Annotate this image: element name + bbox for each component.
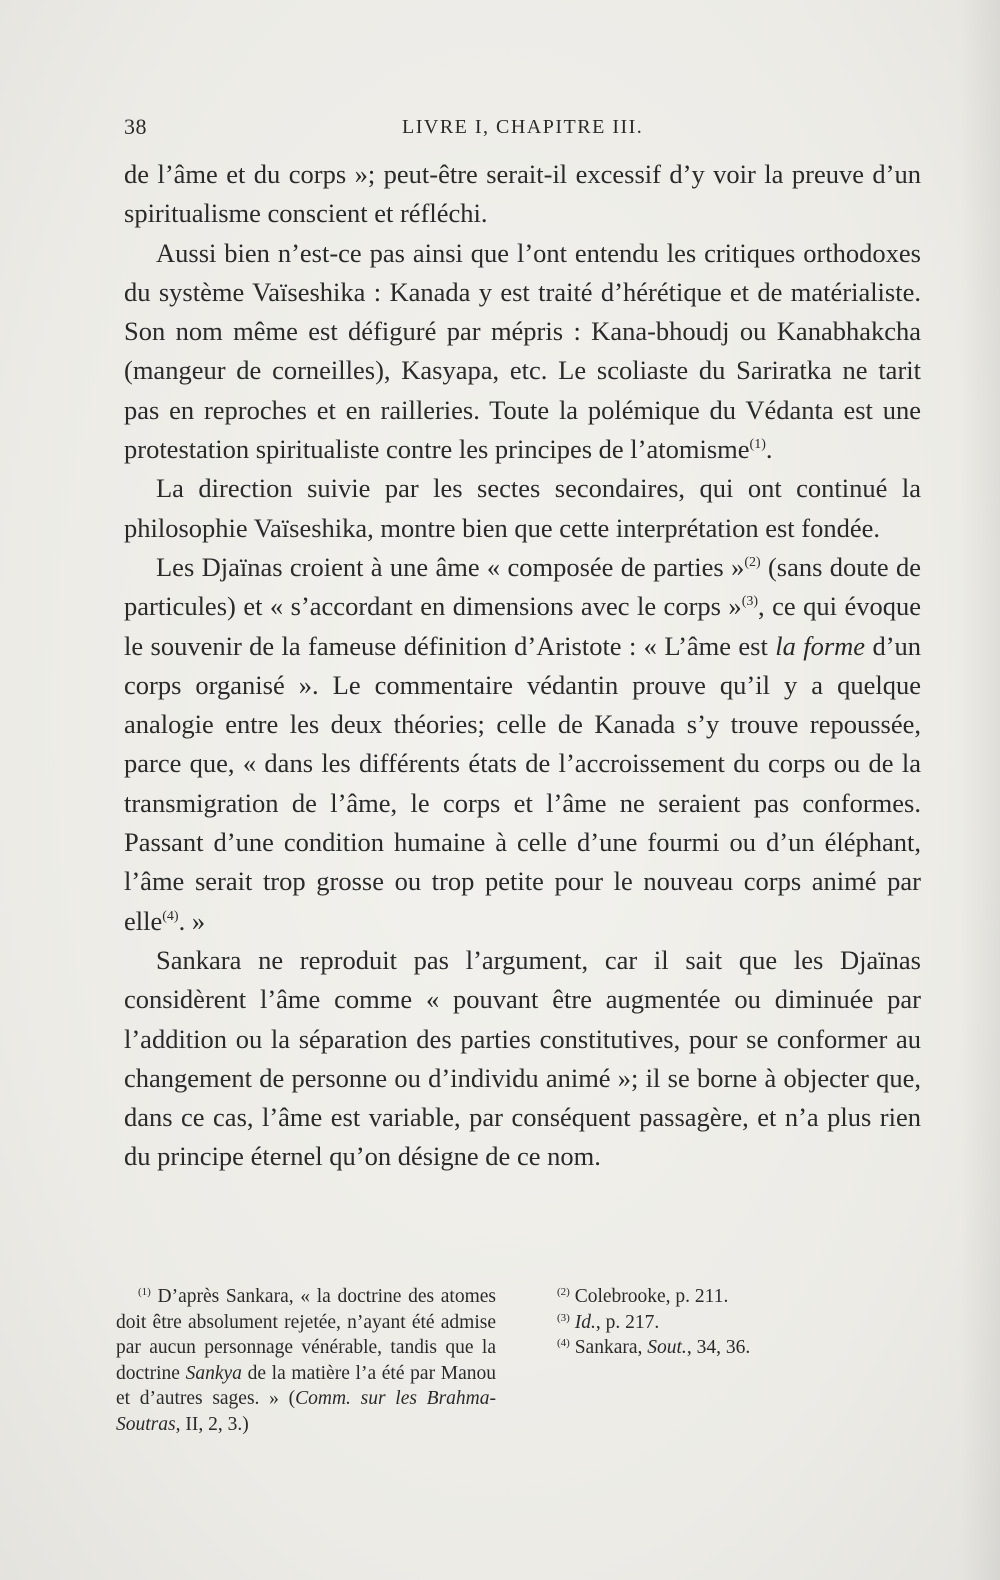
paragraph-2-end: . xyxy=(765,434,773,465)
paragraph-4-part-d: d’un corps organisé ». Le commentaire védantin prouve qu’il y a quelque analogie entre les deux théories; celle de Kanada s’y trouve repoussée, parce que, « dans les différents états de l’accroissement du corps ou de la transmigration de l’âme, le corps et l’âme ne seraient pas conformes. Passant d’une condition humaine à celle d’une fourmi ou d’un éléphant, l’âme serait trop grosse ou trop petite pour le nouveau corps animé par elle xyxy=(124,630,922,936)
paragraph-4 xyxy=(124,548,921,941)
footnote-2 xyxy=(535,1284,921,1310)
footnote-4-marker: (4) xyxy=(557,1337,570,1349)
paragraph-1: de l’âme et du corps »; peut-être serait-il excessif d’y voir la preuve d’un spiritualisme conscient et réfléchi. xyxy=(124,159,921,229)
paragraph-4-part-c: , ce qui évoque le souvenir de la fameuse définition d’Aristote : « L’âme est xyxy=(124,591,921,661)
paragraph-2-text: Aussi bien n’est-ce pas ainsi que l’ont entendu les critiques orthodoxes du système Vaïseshika : Kanada y est traité d’hérétique et de matérialiste. Son nom même est défiguré par mépris : Kana-bhoudj ou Kanabhakcha (mangeur de corneilles), Kasyapa, etc. Le scoliaste du Sariratka ne tarit pas en reproches et en railleries. Toute la polémique du Védanta est une protestation spiritualiste contre les principes de l’atomisme xyxy=(124,237,921,465)
footnote-1 xyxy=(116,1284,496,1437)
footnote-ref-2[interactable]: (2) xyxy=(744,554,761,570)
footnote-ref-4[interactable]: (4) xyxy=(162,908,179,924)
footnote-4 xyxy=(535,1335,921,1361)
paragraph-5: Sankara ne reproduit pas l’argument, car il sait que les Djaïnas considèrent l’âme comme « pouvant être augmentée ou diminuée par l’addition ou la séparation des parties constitutives, pour se conformer au changement de personne ou d’individu animé »; il se borne à objecter que, dans ce cas, l’âme est variable, par conséquent passagère, et n’a plus rien du principe éternel qu’on désigne de ce nom. xyxy=(124,944,921,1172)
footnote-4-text-b: , 34, 36. xyxy=(686,1337,751,1358)
footnote-4-text-a: Sankara, xyxy=(569,1337,648,1358)
page-number: 38 xyxy=(124,114,147,139)
footnote-2-text: Colebrooke, p. 211. xyxy=(569,1286,729,1307)
footnote-1-text-c: , II, 2, 3.) xyxy=(175,1413,249,1435)
footnote-ref-3[interactable]: (3) xyxy=(741,594,759,610)
footnote-ref-1[interactable]: (1) xyxy=(749,437,766,453)
footnote-3-marker: (3) xyxy=(557,1311,570,1324)
paragraph-4-part-a: Les Djaïnas croient à une âme « composée de parties » xyxy=(156,551,745,582)
footnotes-left-column xyxy=(116,1284,496,1437)
paragraph-4-emphasis: la forme xyxy=(775,630,866,661)
chapter-title: LIVRE I, CHAPITRE III. xyxy=(402,116,644,138)
paragraph-4-part-b: (sans doute de particules) et « s’accordant en dimensions avec le corps » xyxy=(124,551,921,622)
footnote-1-citation: Comm. sur les Brahma-Soutras xyxy=(116,1388,496,1435)
footnotes-right-column xyxy=(535,1284,921,1361)
running-head xyxy=(124,114,921,144)
body-text xyxy=(124,155,921,1177)
footnote-3-emphasis: Id. xyxy=(569,1311,596,1333)
footnotes xyxy=(116,1284,921,1434)
page-edge-shadow xyxy=(960,0,1000,1580)
footnote-3 xyxy=(535,1310,921,1336)
footnote-3-text: , p. 217. xyxy=(595,1311,660,1333)
footnote-1-text-a: D’après Sankara, « la doctrine des atomes doit être absolument rejetée, n’ayant été admise par aucun personnage vénérable, tandis que la doctrine xyxy=(116,1286,496,1384)
paragraph-4-part-e: . » xyxy=(178,905,206,936)
footnote-4-emphasis: Sout. xyxy=(647,1337,687,1358)
footnote-1-text-b: de la matière l’a été par Manou et d’autres sages. » ( xyxy=(116,1362,496,1409)
paragraph-2 xyxy=(124,234,921,470)
footnote-2-marker: (2) xyxy=(557,1286,570,1298)
footnote-1-marker: (1) xyxy=(138,1286,151,1298)
footnote-1-emphasis: Sankya xyxy=(185,1362,242,1384)
paragraph-3: La direction suivie par les sectes secondaires, qui ont continué la philosophie Vaïseshika, montre bien que cette interprétation est fondée. xyxy=(124,473,921,543)
